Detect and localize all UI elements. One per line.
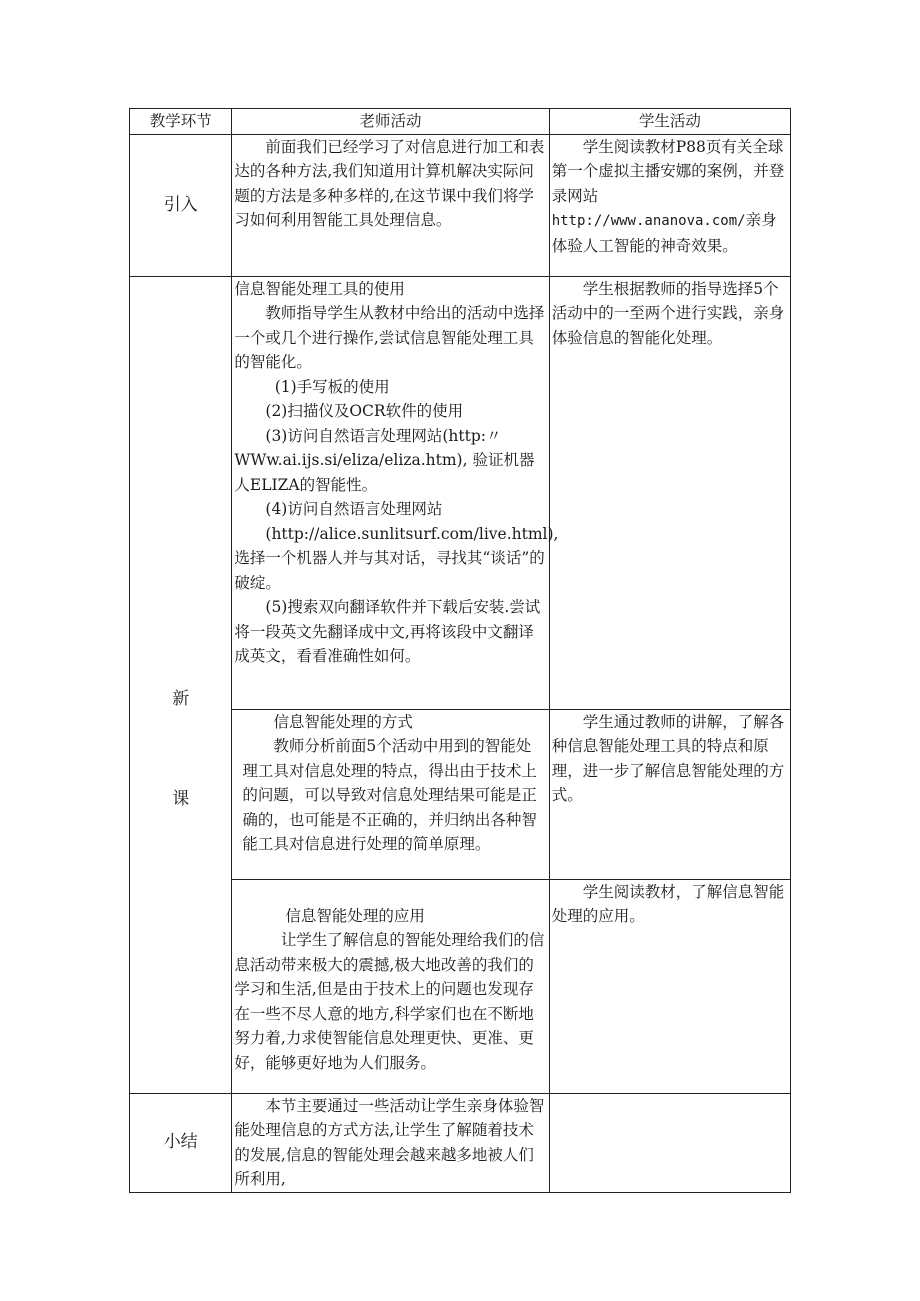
part1-title: 信息智能处理工具的使用 [234, 279, 405, 298]
part3-student-cell [549, 879, 790, 1093]
part1-item3: (3)访问自然语言处理网站(http:〃WWw.ai.ijs.si/eliza/eliza.htm), 验证机器人ELIZA的智能性。 [234, 426, 535, 494]
part3-body: 让学生了解信息的智能处理给我们的信息活动带来极大的震撼,极大地改善的我们的学习和生活,但是由于技术上的问题也发现存在一些不尽人意的地方,科学家们也在不断地努力着,力求使智能信息处理更快、更准、更好，能够更好地为人们服务。 [234, 931, 545, 1072]
part1-intro: 教师指导学生从教材中给出的活动中选择一个或几个进行操作,尝试信息智能处理工具的智能化。 [234, 304, 545, 371]
stage-intro: 引入 [130, 134, 232, 276]
intro-teacher-cell [232, 134, 549, 276]
lesson-plan-table [129, 108, 791, 1193]
part2-student-text: 学生通过教师的讲解，了解各种信息智能处理工具的特点和原理，进一步了解信息智能处理的方式。 [551, 712, 785, 804]
header-student: 学生活动 [549, 109, 790, 135]
stage-new-char-1: 新 [172, 688, 190, 709]
new-part1-row [130, 276, 791, 709]
part1-item4a: (4)访问自然语言处理网站 [265, 500, 443, 518]
intro-teacher-text: 前面我们已经学习了对信息进行加工和表达的各种方法,我们知道用计算机解决实际问题的方法是多种多样的,在这节课中我们将学习如何利用智能工具处理信息。 [234, 137, 545, 229]
intro-student-text [552, 135, 788, 259]
part3-teacher-cell [232, 879, 549, 1093]
stage-summary: 小结 [130, 1093, 232, 1192]
stage-new-char-2: 课 [172, 788, 190, 809]
header-teacher: 老师活动 [232, 109, 549, 135]
intro-student-url: http://www.ananova.com/ [551, 213, 746, 229]
intro-student-text-2: 亲身体验人工智能的神奇效果。 [551, 211, 777, 255]
part2-student-cell [549, 709, 790, 879]
part2-body: 教师分析前面5个活动中用到的智能处理工具对信息处理的特点，得出由于技术上的问题，可以导致对信息处理结果可能是正确的，也可能是不正确的，并归纳出各种智能工具对信息进行处理的简单原理。 [242, 737, 537, 853]
part1-teacher-cell [232, 276, 559, 709]
part3-title: 信息智能处理的应用 [285, 906, 425, 925]
part1-item2: (2)扫描仪及OCR软件的使用 [265, 402, 464, 420]
header-row [130, 109, 791, 135]
intro-student-cell [549, 134, 790, 276]
header-stage: 教学环节 [130, 109, 232, 135]
summary-teacher-text: 本节主要通过一些活动让学生亲身体验智能处理信息的方式方法,让学生了解随着技术的发展,信息的智能处理会越来越多地被人们所利用, [234, 1096, 545, 1188]
intro-row [130, 134, 791, 276]
summary-student-cell [549, 1093, 790, 1192]
part2-teacher-cell [232, 709, 549, 879]
summary-teacher-cell [232, 1093, 549, 1192]
part1-item4b: (http://alice.sunlitsurf.com/live.html),选择一个机器人并与其对话，寻找其“谈话”的破绽。 [234, 524, 559, 592]
intro-student-text-1: 学生阅读教材P88页有关全球第一个虚拟主播安娜的案例，并登录网站 [551, 137, 785, 205]
part1-item5: (5)搜索双向翻译软件并下载后安装.尝试将一段英文先翻译成中文,再将该段中文翻译成英文，看看准确性如何。 [234, 598, 541, 665]
stage-new-lesson [130, 276, 232, 1093]
part1-student-cell [549, 276, 790, 709]
part1-student-text: 学生根据教师的指导选择5个活动中的一至两个进行实践，亲身体验信息的智能化处理。 [551, 279, 785, 347]
part1-item1: (1)手写板的使用 [274, 377, 390, 396]
summary-row [130, 1093, 791, 1192]
part2-title: 信息智能处理的方式 [273, 712, 413, 731]
part3-student-text: 学生阅读教材，了解信息智能处理的应用。 [551, 882, 785, 925]
